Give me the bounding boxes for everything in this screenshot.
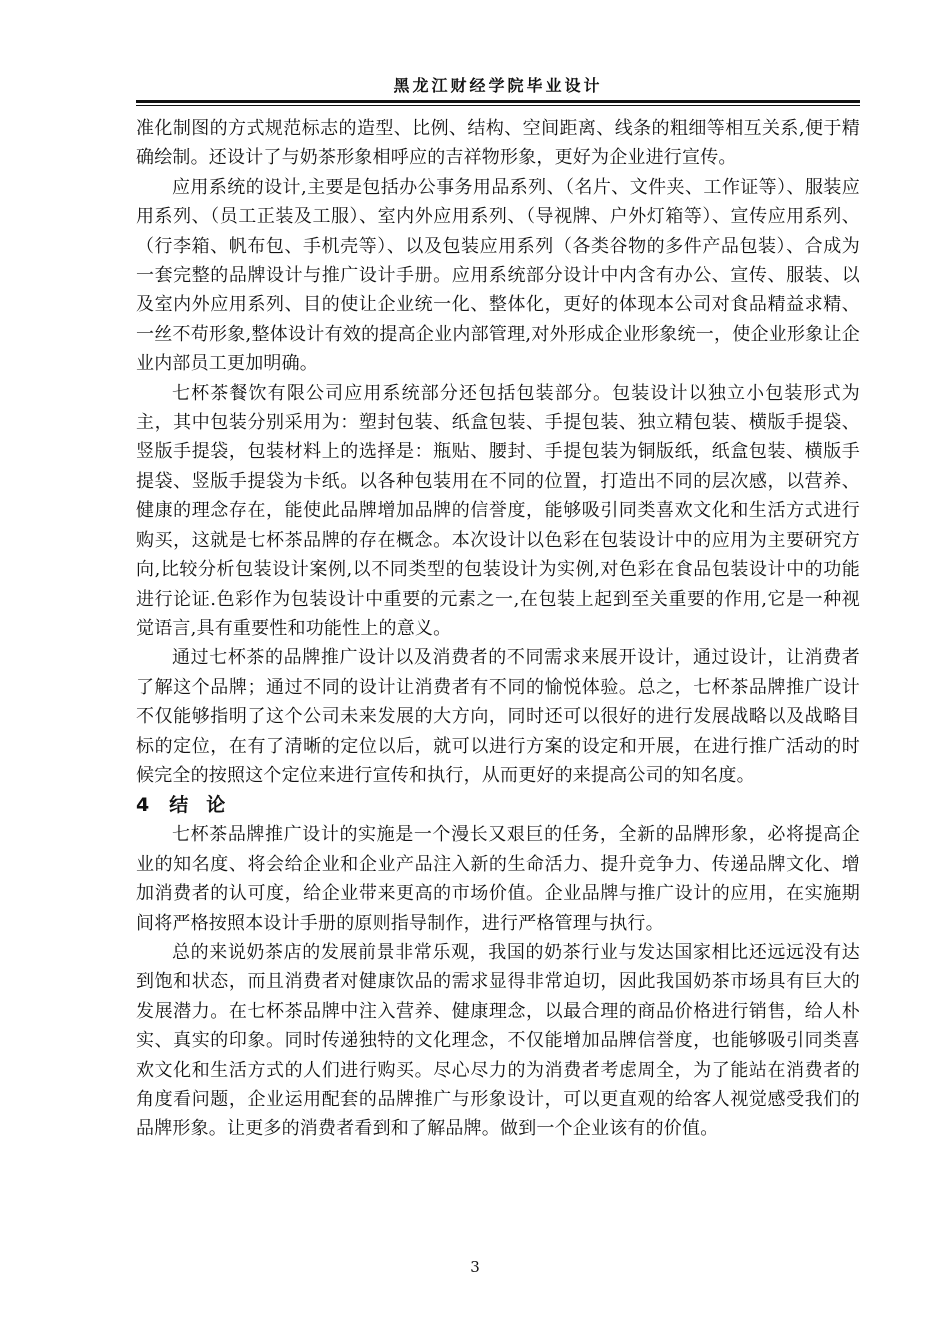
page-number: 3 [470, 1258, 480, 1276]
section-heading-conclusion [136, 790, 860, 820]
section-title: 结论 [169, 794, 244, 817]
paragraph-application-system: 应用系统的设计,主要是包括办公事务用品系列、（名片、文件夹、工作证等）、服装应用系列、（员工正装及工服）、室内外应用系列、（导视牌、户外灯箱等）、宣传应用系列、（行李箱、帆布包、手机壳等）、以及包装应用系列（各类谷物的多件产品包装）、合成为一套完整的品牌设计与推广设计手册。应用系统部分设计中内含有办公、宣传、服装、以及室内外应用系列、目的使让企业统一化、整体化，更好的体现本公司对食品精益求精、一丝不苟形象,整体设计有效的提高企业内部管理,对外形成企业形象统一，使企业形象让企业内部员工更加明确。 [136, 176, 860, 375]
paragraph-continued: 准化制图的方式规范标志的造型、比例、结构、空间距离、线条的粗细等相互关系,便于精确绘制。还设计了与奶茶形象相呼应的吉祥物形象，更好为企业进行宣传。 [136, 118, 860, 169]
paragraph-conclusion-1: 七杯茶品牌推广设计的实施是一个漫长又艰巨的任务，全新的品牌形象，必将提高企业的知名度、将会给企业和企业产品注入新的生命活力、提升竞争力、传递品牌文化、增加消费者的认可度，给企业带来更高的市场价值。企业品牌与推广设计的应用，在实施期间将严格按照本设计手册的原则指导制作，进行严格管理与执行。 [136, 824, 860, 934]
header-rule-thick [136, 100, 860, 103]
header-rule-thin [136, 105, 860, 106]
running-header: 黑龙江财经学院毕业设计 [393, 76, 603, 95]
body-text [136, 114, 860, 1144]
paragraph-conclusion-2: 总的来说奶茶店的发展前景非常乐观，我国的奶茶行业与发达国家相比还远远没有达到饱和状态，而且消费者对健康饮品的需求显得非常迫切，因此我国奶茶市场具有巨大的发展潜力。在七杯茶品牌中注入营养、健康理念，以最合理的商品价格进行销售，给人朴实、真实的印象。同时传递独特的文化理念，不仅能增加品牌信誉度，也能够吸引同类喜欢文化和生活方式的人们进行购买。尽心尽力的为消费者考虑周全，为了能站在消费者的角度看问题，企业运用配套的品牌推广与形象设计，可以更直观的给客人视觉感受我们的品牌形象。让更多的消费者看到和了解品牌。做到一个企业该有的价值。 [136, 941, 860, 1140]
section-number: 4 [136, 794, 150, 817]
paragraph-brand-promotion: 通过七杯茶的品牌推广设计以及消费者的不同需求来展开设计，通过设计，让消费者了解这个品牌；通过不同的设计让消费者有不同的愉悦体验。总之，七杯茶品牌推广设计不仅能够指明了这个公司未来发展的大方向，同时还可以很好的进行发展战略以及战略目标的定位，在有了清晰的定位以后，就可以进行方案的设定和开展，在进行推广活动的时候完全的按照这个定位来进行宣传和执行，从而更好的来提高公司的知名度。 [136, 647, 860, 786]
paragraph-packaging: 七杯茶餐饮有限公司应用系统部分还包括包装部分。包装设计以独立小包装形式为主，其中包装分别采用为：塑封包装、纸盒包装、手提包装、独立精包装、横版手提袋、竖版手提袋，包装材料上的选择是：瓶贴、腰封、手提包装为铜版纸，纸盒包装、横版手提袋、竖版手提袋为卡纸。以各种包装用在不同的位置，打造出不同的层次感，以营养、健康的理念存在，能使此品牌增加品牌的信誉度，能够吸引同类喜欢文化和生活方式进行购买，这就是七杯茶品牌的存在概念。本次设计以色彩在包装设计中的应用为主要研究方向,比较分析包装设计案例,以不同类型的包装设计为实例,对色彩在食品包装设计中的功能进行论证.色彩作为包装设计中重要的元素之一,在包装上起到至关重要的作用,它是一种视觉语言,具有重要性和功能性上的意义。 [136, 382, 860, 639]
